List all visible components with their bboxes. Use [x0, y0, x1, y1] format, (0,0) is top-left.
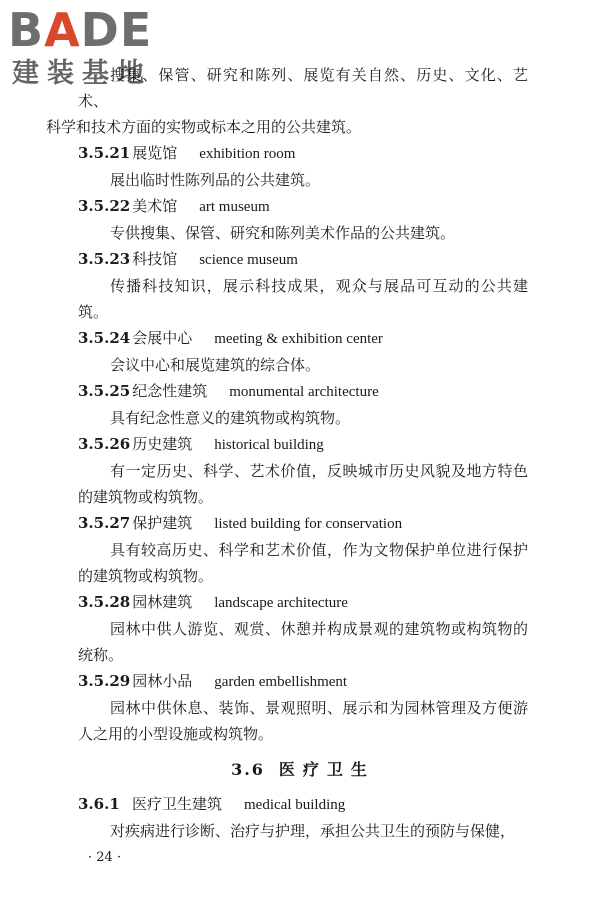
term-number: 3.6.1	[78, 795, 120, 813]
term-chinese: 科技馆	[132, 250, 178, 268]
term-definition: 具有较高历史、科学和艺术价值，作为文物保护单位进行保护的建筑物或构筑物。	[78, 541, 528, 585]
term-chinese: 纪念性建筑	[132, 382, 208, 400]
term-entry	[78, 431, 528, 510]
term-entry	[78, 791, 528, 844]
term-chinese: 会展中心	[132, 329, 193, 347]
term-number: 3.5.21	[78, 144, 131, 162]
term-chinese: 园林小品	[132, 672, 193, 690]
term-definition: 会议中心和展览建筑的综合体。	[110, 356, 321, 374]
term-english: meeting & exhibition center	[214, 331, 383, 347]
term-english: exhibition room	[199, 146, 296, 162]
term-entry	[78, 378, 528, 431]
term-definition: 有一定历史、科学、艺术价值，反映城市历史风貌及地方特色的建筑物或构筑物。	[78, 462, 528, 506]
term-heading	[78, 510, 528, 537]
term-english: historical building	[214, 437, 324, 453]
logo-wordmark: BADE	[8, 3, 153, 57]
section-number: 3.6	[231, 760, 265, 779]
term-chinese: 美术馆	[132, 197, 178, 215]
term-definition: 园林中供人游览、观赏、休憩并构成景观的建筑物或构筑物的统称。	[78, 620, 528, 664]
term-number: 3.5.27	[78, 514, 131, 532]
term-english: listed building for conservation	[214, 516, 403, 532]
term-definition: 展出临时性陈列品的公共建筑。	[110, 171, 321, 189]
term-heading	[78, 140, 528, 167]
term-english: monumental architecture	[229, 384, 379, 400]
term-heading	[78, 589, 528, 616]
term-number: 3.5.22	[78, 197, 131, 215]
term-heading	[78, 668, 528, 695]
term-entry	[78, 668, 528, 747]
term-english: science museum	[199, 252, 298, 268]
term-english: landscape architecture	[214, 595, 348, 611]
term-definition: 园林中供休息、装饰、景观照明、展示和为园林管理及方便游人之用的小型设施或构筑物。	[78, 699, 528, 743]
term-entry	[78, 246, 528, 325]
term-entry	[78, 510, 528, 589]
term-english: art museum	[199, 199, 270, 215]
term-number: 3.5.26	[78, 435, 131, 453]
intro-line-1: 搜集、保管、研究和陈列、展览有关自然、历史、文化、艺术、	[78, 66, 528, 110]
term-number: 3.5.24	[78, 329, 131, 347]
term-definition: 对疾病进行诊断、治疗与护理，承担公共卫生的预防与保健，	[110, 822, 516, 840]
intro-line-2: 科学和技术方面的实物或标本之用的公共建筑。	[46, 118, 362, 136]
term-entry	[78, 193, 528, 246]
term-heading	[78, 325, 528, 352]
term-chinese: 医疗卫生建筑	[132, 795, 223, 813]
term-definition: 传播科技知识，展示科技成果，观众与展品可互动的公共建筑。	[78, 277, 528, 321]
term-number: 3.5.23	[78, 250, 131, 268]
term-heading	[78, 193, 528, 220]
section-title: 医疗卫生	[278, 760, 375, 779]
term-entry	[78, 140, 528, 193]
term-entry	[78, 589, 528, 668]
term-english: medical building	[244, 797, 346, 813]
term-english: garden embellishment	[214, 674, 348, 690]
term-number: 3.5.29	[78, 672, 131, 690]
term-heading	[78, 791, 528, 818]
term-heading	[78, 431, 528, 458]
logo-subtitle: 建装基地	[12, 58, 152, 89]
term-chinese: 保护建筑	[132, 514, 193, 532]
term-number: 3.5.25	[78, 382, 131, 400]
term-chinese: 展览馆	[132, 144, 178, 162]
term-number: 3.5.28	[78, 593, 131, 611]
page-number: · 24 ·	[88, 850, 122, 865]
term-definition: 具有纪念性意义的建筑物或构筑物。	[110, 409, 351, 427]
section-heading	[78, 757, 528, 783]
term-chinese: 园林建筑	[132, 593, 193, 611]
term-definition: 专供搜集、保管、研究和陈列美术作品的公共建筑。	[110, 224, 456, 242]
term-entry	[78, 325, 528, 378]
term-heading	[78, 378, 528, 405]
term-heading	[78, 246, 528, 273]
term-chinese: 历史建筑	[132, 435, 193, 453]
